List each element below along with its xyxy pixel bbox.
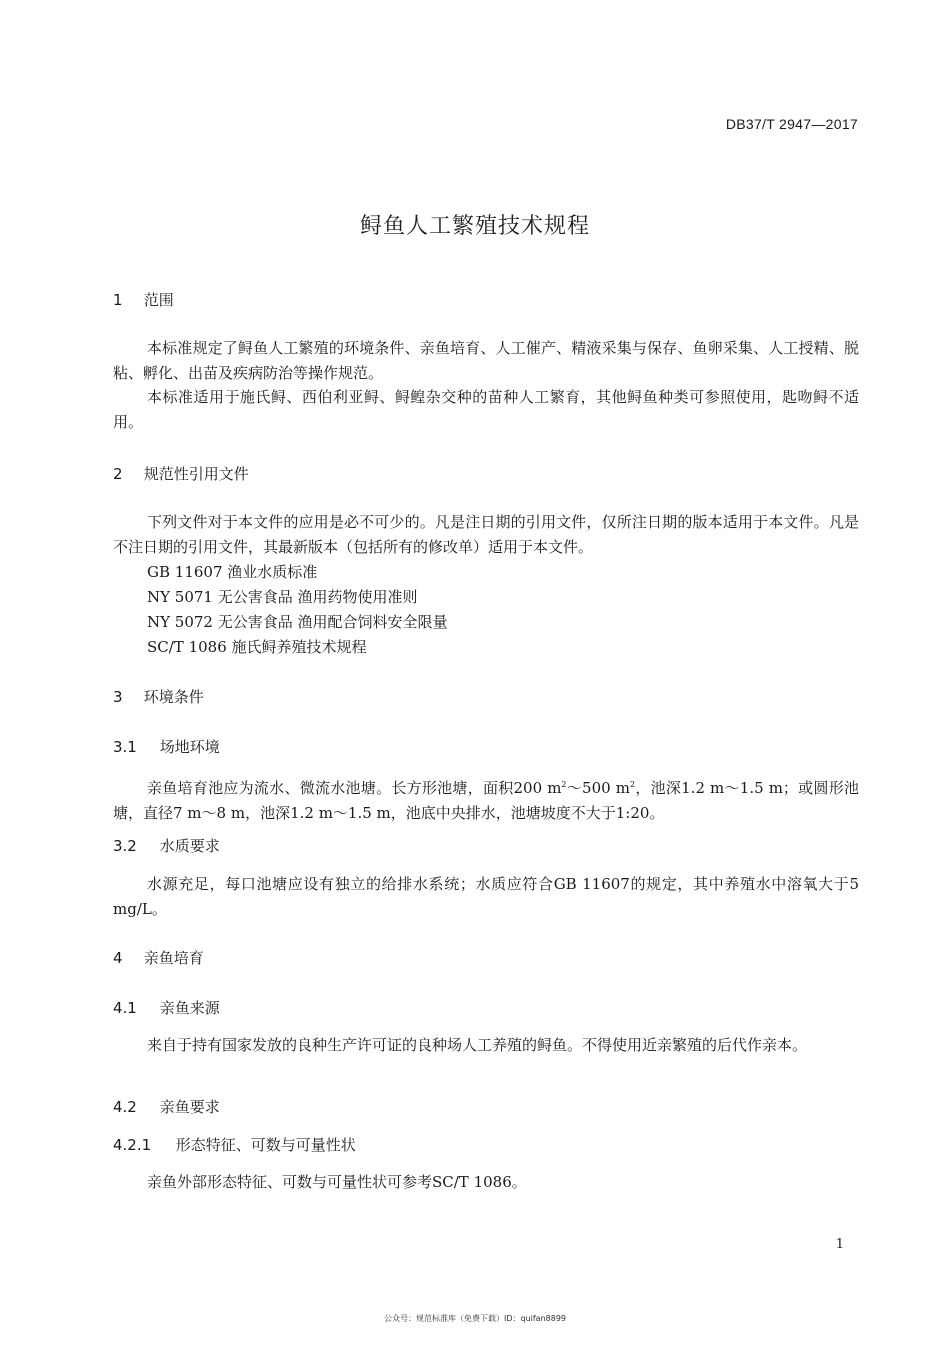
section-title: 规范性引用文件: [143, 465, 249, 483]
section-title: 水质要求: [159, 837, 220, 855]
section-4-1-paragraph: 来自于持有国家发放的良种生产许可证的良种场人工养殖的鲟鱼。不得使用近亲繁殖的后代作亲本。: [147, 1036, 808, 1054]
section-4-2-heading: [113, 1096, 220, 1117]
section-title: 范围: [143, 291, 174, 309]
section-1-paragraph-2: 本标准适用于施氏鲟、西伯利亚鲟、鲟鳇杂交种的苗种人工繁育，其他鲟鱼种类可参照使用，匙吻鲟不适用。: [113, 388, 859, 431]
section-number: 4: [113, 949, 123, 967]
section-4-1-heading: [113, 997, 220, 1018]
section-4-2-1-paragraph: 亲鱼外部形态特征、可数与可量性状可参考SC/T 1086。: [147, 1173, 527, 1191]
section-2-heading: [113, 463, 249, 484]
reference-item: NY 5071 无公害食品 渔用药物使用准则: [147, 588, 418, 606]
section-number: 4.2: [113, 1098, 137, 1116]
section-3-1-heading: [113, 736, 220, 757]
page-title: 鲟鱼人工繁殖技术规程: [359, 214, 590, 239]
section-4-2-1-heading: [113, 1134, 356, 1155]
section-title: 亲鱼来源: [159, 999, 220, 1017]
section-4-heading: [113, 947, 204, 968]
reference-item: NY 5072 无公害食品 渔用配合饲料安全限量: [147, 613, 448, 631]
reference-item: GB 11607 渔业水质标准: [147, 563, 318, 581]
section-1-heading: [113, 289, 174, 310]
document-code: DB37/T 2947—2017: [725, 116, 858, 132]
section-number: 3.2: [113, 837, 137, 855]
section-title: 亲鱼培育: [143, 949, 204, 967]
section-number: 3.1: [113, 738, 137, 756]
reference-item: SC/T 1086 施氏鲟养殖技术规程: [147, 638, 367, 656]
footer-watermark: 公众号：规范标准库（免费下载）ID：quifan8899: [383, 1314, 567, 1323]
section-3-heading: [113, 686, 204, 707]
section-number: 2: [113, 465, 123, 483]
section-title: 场地环境: [159, 738, 220, 756]
section-number: 3: [113, 688, 123, 706]
section-number: 1: [113, 291, 123, 309]
section-title: 环境条件: [143, 688, 204, 706]
section-title: 形态特征、可数与可量性状: [175, 1136, 356, 1154]
section-number: 4.2.1: [113, 1136, 152, 1154]
page-number: 1: [835, 1237, 844, 1252]
section-title: 亲鱼要求: [159, 1098, 220, 1116]
section-3-2-heading: [113, 835, 220, 856]
section-3-1-paragraph: 亲鱼培育池应为流水、微流水池塘。长方形池塘，面积200 $m^2\sim 500$ $m^2$，池深1.2 m～1.5 m；或圆形池塘，直径7 m～8 m，池深1.2 m～1.5 m，池底中央排水，池塘坡度不大于1:20。: [113, 779, 859, 822]
section-3-2-paragraph: 水源充足，每口池塘应设有独立的给排水系统；水质应符合GB 11607的规定，其中养殖水中溶氧大于5 mg/L。: [113, 875, 859, 918]
section-2-paragraph: 下列文件对于本文件的应用是必不可少的。凡是注日期的引用文件，仅所注日期的版本适用于本文件。凡是不注日期的引用文件，其最新版本（包括所有的修改单）适用于本文件。: [113, 513, 859, 556]
section-number: 4.1: [113, 999, 137, 1017]
section-1-paragraph-1: 本标准规定了鲟鱼人工繁殖的环境条件、亲鱼培育、人工催产、精液采集与保存、鱼卵采集、人工授精、脱粘、孵化、出苗及疾病防治等操作规范。: [113, 339, 859, 382]
